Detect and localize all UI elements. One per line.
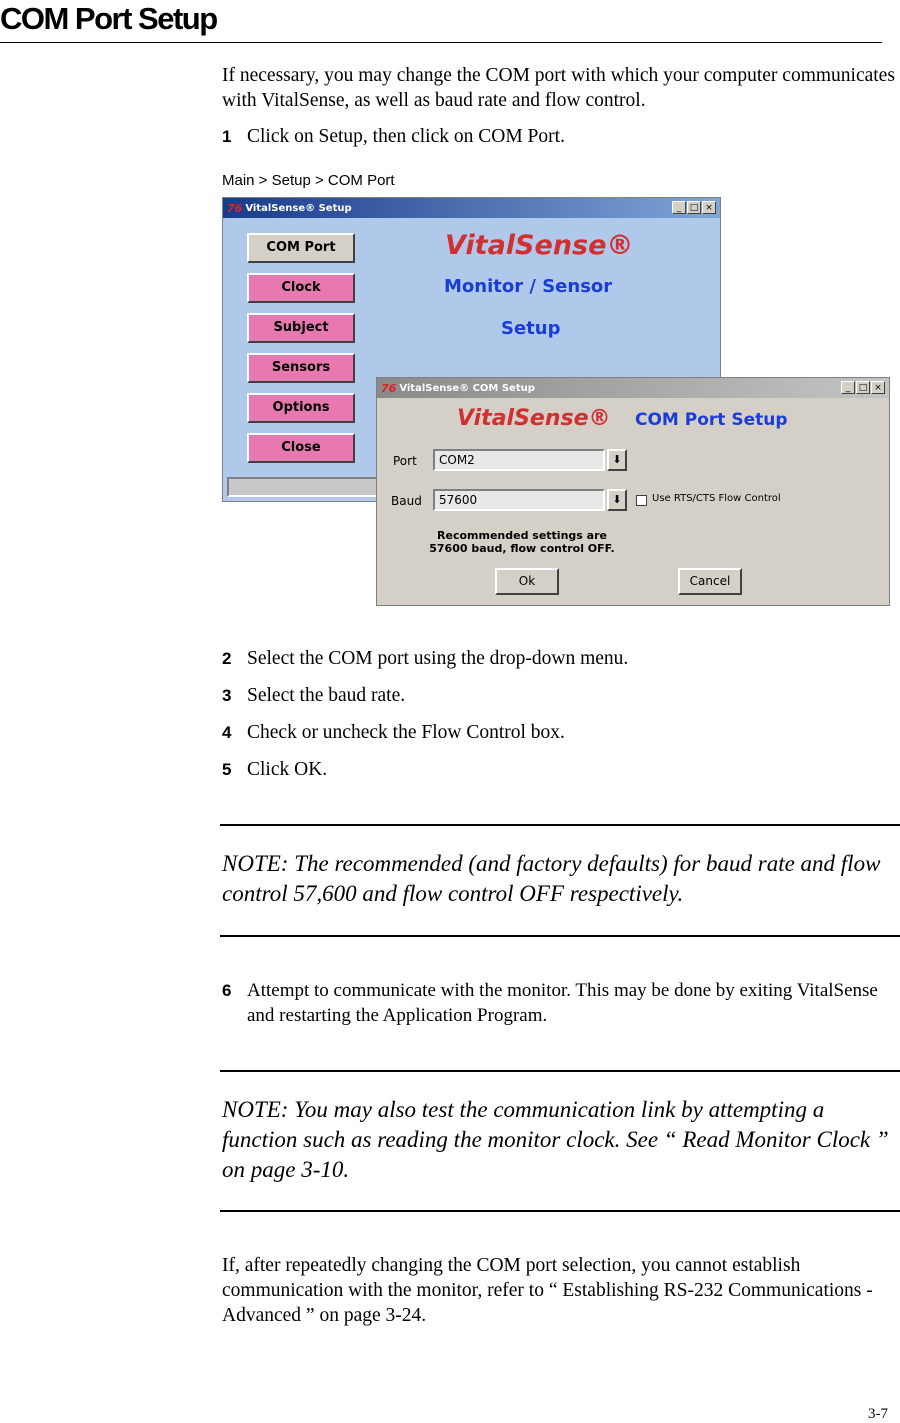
step-1	[222, 124, 898, 149]
note-divider	[220, 1210, 900, 1212]
step-5	[222, 757, 898, 782]
com-dialog-titlebar[interactable]	[377, 378, 889, 398]
step-number: 1	[222, 127, 232, 146]
maximize-icon[interactable]: □	[856, 381, 870, 394]
baud-dropdown-arrow-icon[interactable]: ⬇	[607, 489, 627, 511]
cancel-button[interactable]: Cancel	[678, 568, 742, 595]
step-text: Attempt to communicate with the monitor. This may be done by exiting VitalSense and restarting the Application Program.	[247, 980, 878, 1026]
ok-button[interactable]: Ok	[495, 568, 559, 595]
monitor-sensor-label: Monitor / Sensor	[444, 276, 613, 297]
window-title: VitalSense® Setup	[245, 202, 352, 214]
note-divider	[220, 824, 900, 826]
step-number: 6	[222, 981, 232, 1000]
step-number: 4	[222, 723, 232, 742]
step-text: Select the COM port using the drop-down menu.	[247, 648, 629, 669]
com-port-button[interactable]: COM Port	[247, 233, 355, 263]
step-text: Click on Setup, then click on COM Port.	[247, 126, 565, 147]
intro-paragraph: If necessary, you may change the COM port with which your computer communicates with VitalSense, as well as baud rate and flow control.	[222, 65, 895, 111]
sensors-button[interactable]: Sensors	[247, 353, 355, 383]
setup-label: Setup	[501, 318, 561, 339]
dialog-brand: VitalSense®	[457, 406, 611, 431]
step-4	[222, 720, 898, 745]
step-text: Select the baud rate.	[247, 685, 406, 706]
dialog-heading: COM Port Setup	[635, 410, 788, 430]
step-text: Click OK.	[247, 759, 328, 780]
flow-control-label: Use RTS/CTS Flow Control	[652, 493, 781, 504]
setup-window-titlebar[interactable]	[223, 198, 720, 218]
note-defaults: NOTE: The recommended (and factory defaults) for baud rate and flow control 57,600 and flow control OFF respectively.	[222, 851, 881, 906]
title-divider	[0, 42, 882, 43]
options-button[interactable]: Options	[247, 393, 355, 423]
step-number: 5	[222, 760, 232, 779]
breadcrumb: Main > Setup > COM Port	[222, 172, 395, 189]
dialog-title: VitalSense® COM Setup	[399, 382, 535, 394]
page-title: COM Port Setup	[0, 1, 217, 36]
port-select[interactable]: COM2	[433, 449, 605, 471]
recommendation-line-1: Recommended settings are	[437, 529, 607, 542]
baud-select[interactable]: 57600	[433, 489, 605, 511]
flow-control-checkbox[interactable]	[636, 495, 647, 506]
step-number: 2	[222, 649, 232, 668]
app-logo-icon: 76	[227, 201, 243, 215]
step-2	[222, 646, 898, 671]
note-divider	[220, 1070, 900, 1072]
note-divider	[220, 935, 900, 937]
port-label: Port	[393, 454, 417, 468]
port-dropdown-arrow-icon[interactable]: ⬇	[607, 449, 627, 471]
maximize-icon[interactable]: □	[687, 201, 701, 214]
step-3	[222, 683, 898, 708]
page-number: 3-7	[868, 1406, 888, 1422]
step-number: 3	[222, 686, 232, 705]
recommendation-text	[417, 529, 627, 555]
close-icon[interactable]: ×	[871, 381, 885, 394]
brand-title: VitalSense®	[445, 230, 634, 261]
com-setup-dialog	[376, 377, 890, 606]
closing-paragraph: If, after repeatedly changing the COM port selection, you cannot establish communication with the monitor, refer to “ Establishing RS-232 Communications - Advanced ” on page 3-24.	[222, 1255, 873, 1326]
note-test-link: NOTE: You may also test the communication link by attempting a function such as reading the monitor clock. See “ Read Monitor Clock ” on page 3-10.	[222, 1097, 889, 1182]
close-button[interactable]: Close	[247, 433, 355, 463]
close-icon[interactable]: ×	[702, 201, 716, 214]
recommendation-line-2: 57600 baud, flow control OFF.	[429, 542, 615, 555]
step-text: Check or uncheck the Flow Control box.	[247, 722, 565, 743]
step-6	[222, 978, 898, 1028]
minimize-icon[interactable]: _	[672, 201, 686, 214]
app-logo-icon: 76	[381, 381, 397, 395]
subject-button[interactable]: Subject	[247, 313, 355, 343]
clock-button[interactable]: Clock	[247, 273, 355, 303]
minimize-icon[interactable]: _	[841, 381, 855, 394]
baud-label: Baud	[391, 494, 422, 508]
